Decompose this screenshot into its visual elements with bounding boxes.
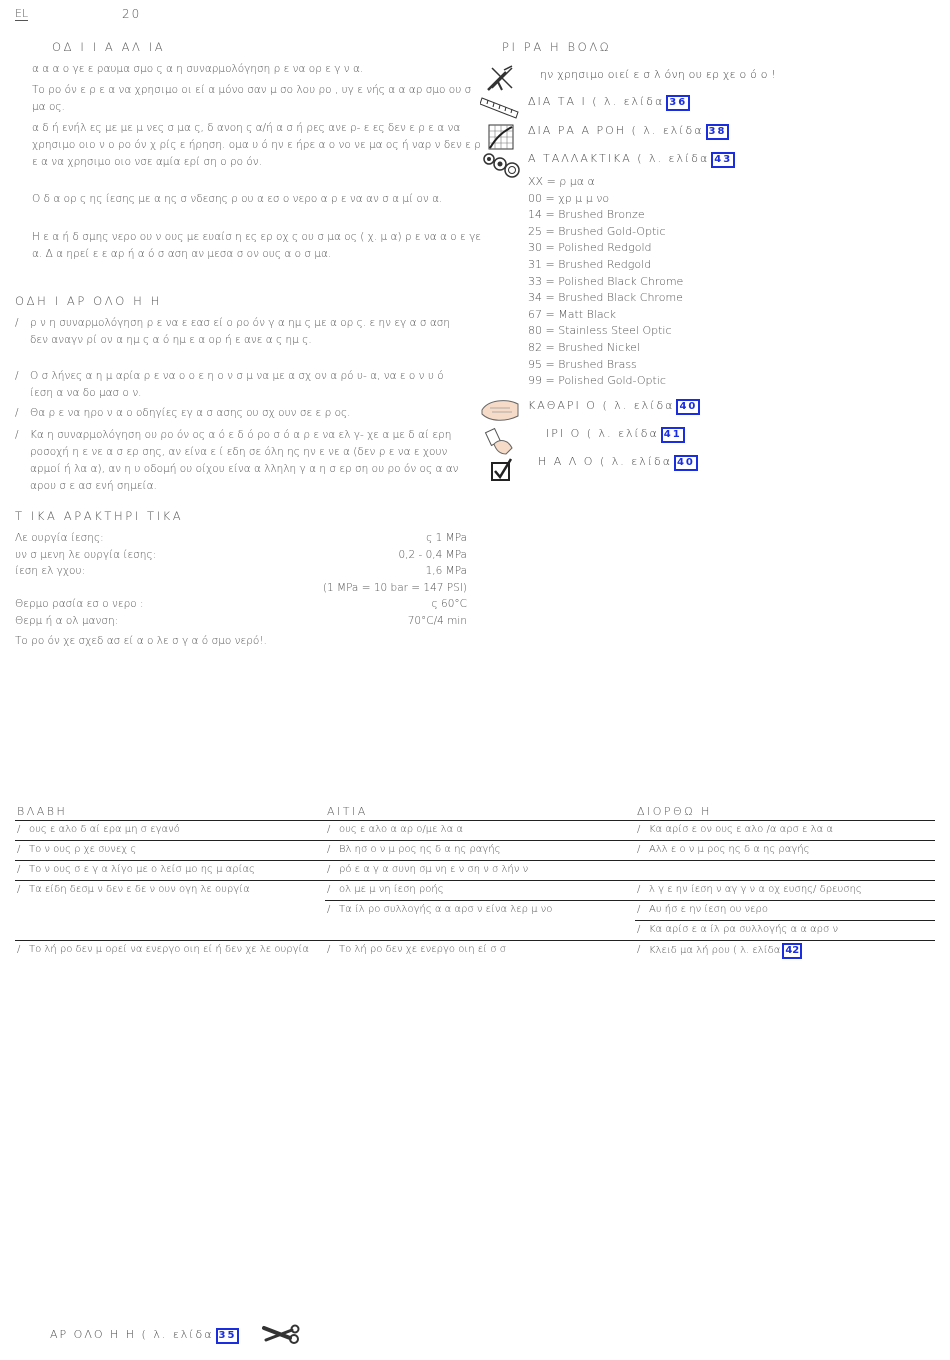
color-code-item [528, 207, 683, 224]
page-ref-link[interactable]: 36 [666, 95, 690, 111]
safety-paragraph-5: Η ε α ή δ σμης νερο ου ν ους με ευαίσ η ες ερ οχ ς ου σ μα ος ( χ. μ α) ρ ε να α ο ε γε α. Δ α ηρεί ε ε αρ ή α ό σ αση αν μεσα σ ον ους α ο σ μα. [32, 231, 481, 260]
assembly-note-2: / Ο σ λήνες α η μ αρία ρ ε να ο ο ε η ο ν σ μ να με α σχ ον α ρό υ- α, να ε ο ν υ ό ίεση α να δο μασ ο ν. [15, 368, 470, 402]
page-number: 20 [122, 7, 142, 21]
table-row [15, 921, 935, 941]
color-code-item [528, 307, 683, 324]
troubleshooting-table [15, 805, 935, 962]
page-ref-link[interactable]: 42 [782, 943, 802, 959]
cause-cell: / ους ε αλο α αρ ο/με λα α [327, 823, 633, 837]
ruler-icon [480, 96, 520, 120]
fault-cell: / Το λή ρο δεν μ ορεί να ενεργο οιη εί ή δεν χε λε ουργία [17, 943, 323, 957]
flow-diagram-icon [488, 124, 514, 150]
color-name: Brushed Nickel [558, 340, 640, 354]
color-name: Brushed Gold-Optic [558, 224, 666, 238]
remedy-cell: / λ γ ε ην ίεση ν αγ γ ν α οχ ευσης/ δρευσης [637, 883, 933, 897]
remedy-cell: / Αυ ήσ ε ην ίεση ου νερο [637, 903, 933, 917]
assembly-note-3: / Θα ρ ε να ηρο ν α ο οδηγίες εγ α σ ασης ου σχ ουν σε ε ρ ος. [15, 405, 470, 422]
symbol-spare-parts-text: Α ΤΑΛΛΑΚΤΙΚΑ ( λ. ελίδα [528, 152, 710, 165]
column-header-fault: ΒΛΑΒΗ [15, 805, 325, 821]
cause-cell: / Τα ίλ ρο συλλογής α α αρσ ν είνα λερ μ νο [327, 903, 633, 917]
symbol-flow [528, 122, 729, 140]
color-name: Brushed Brass [558, 357, 637, 371]
table-row [15, 941, 935, 963]
spec-value: (1 MPa = 10 bar = 147 PSI) [322, 581, 467, 594]
spec-value: 1,6 MPa [425, 565, 467, 577]
color-code-item [528, 224, 683, 241]
assembly-note-4: / Κα η συναρμολόγηση ου ρο όν ος α ό ε δ ό ρο σ ό α ρ ε να ελ γ- χε α με δ αί ερη ροσοχή η ε νε α σ ερ σης, αν είνα ε ί εδη σε όλη ης ην ε νε α (δεν ρ ε να ε χουν αρμοί ή λα α), αν η υ οδομή ου οίχου είνα α λληλη γ α η σ ερ ση ου ρο όν ος α αν αρου σ ε ασ ενή σημεία. [15, 427, 470, 495]
table-header-row [15, 805, 935, 821]
color-name: ρ μα α [559, 175, 595, 188]
color-code-item [528, 340, 683, 357]
color-code: 14 = [528, 208, 555, 222]
color-code: 80 = [528, 324, 555, 338]
symbols-heading: ΡΙ ΡΑ Η ΒΟΛΩ [502, 40, 612, 54]
spec-label: υν σ μενη λε ουργία ίεσης: [15, 548, 157, 561]
color-code: XX = [528, 175, 556, 188]
spec-row [15, 530, 467, 547]
color-code: 00 = [528, 191, 555, 205]
silicone-gun-icon [484, 64, 516, 94]
symbol-dimensions [528, 93, 690, 111]
spec-value: 70°C/4 min [407, 614, 467, 627]
color-code: 99 = [528, 374, 555, 388]
symbol-spare-parts [528, 150, 735, 168]
cleaning-hand-icon [480, 396, 522, 424]
color-name: Brushed Redgold [558, 257, 652, 271]
color-code-list [528, 174, 683, 390]
table-row [15, 821, 935, 841]
color-name: Polished Redgold [558, 241, 652, 255]
specs-table [15, 530, 467, 629]
spec-value: 0,2 - 0,4 MPa [398, 548, 467, 561]
spec-row [15, 580, 467, 597]
table-row [15, 861, 935, 881]
symbol-service-text: ΙΡΙ Ο ( λ. ελίδα [546, 427, 659, 440]
fault-cell: / ους ε αλο δ αί ερα μη σ εγανό [17, 823, 323, 837]
spec-row [15, 613, 467, 630]
symbol-dimensions-text: ΔΙΑ ΤΑ Ι ( λ. ελίδα [528, 95, 665, 108]
color-code-item [528, 373, 683, 390]
symbol-silicone-text: ην χρησιμο οιεί ε σ λ όνη ου ερ χε ο ό ο ! [540, 68, 776, 81]
symbol-cleaning [528, 397, 700, 415]
spec-row [15, 563, 467, 580]
color-code: 95 = [528, 357, 555, 371]
color-code-item [528, 323, 683, 340]
spare-parts-icon [482, 152, 522, 180]
page-ref-link[interactable]: 40 [674, 455, 698, 471]
fault-cell: / Τα είδη δεσμ ν δεν ε δε ν ουν ογη λε ουργία [17, 883, 323, 897]
specs-heading: Τ ΙΚΑ ΑΡΑΚΤΗΡΙ ΤΙΚΑ [15, 509, 184, 523]
cause-cell: / ολ με μ νη ίεση ροής [327, 883, 633, 897]
remedy-cell: / Κα αρίσ ε α ίλ ρα συλλογής α α αρσ ν [637, 923, 933, 937]
spec-label: Θερμο ρασία εσ ο νερο : [15, 598, 144, 610]
color-code: 82 = [528, 340, 555, 354]
safety-paragraph-1: α α α ο γε ε ραυμα σμο ς α η συναρμολόγηση ρ ε να ορ ε γ ν α. [32, 63, 364, 75]
remedy-cell: / Κα αρίσ ε ον ους ε αλο /α αρσ ε λα α [637, 823, 933, 837]
color-code-item [528, 274, 683, 291]
spec-value: ς 1 MPa [426, 532, 467, 544]
footer-assembly-ref [50, 1326, 239, 1344]
symbol-cleaning-text: ΚΑΘΑΡΙ Ο ( λ. ελίδα [528, 399, 675, 412]
safety-paragraph-2: Το ρο όν ε ρ ε α να χρησιμο οι εί α μόνο σαν μ σο λου ρο , υγ ε νής α α αρ σμο ου σ μα ος. [32, 84, 472, 113]
assembly-notes-heading: ΟΔΗ Ι ΑΡ ΟΛΟ Η Η [15, 294, 162, 308]
color-name: Brushed Black Chrome [558, 291, 683, 305]
table-row [15, 901, 935, 921]
language-code: EL [15, 7, 29, 20]
color-code-item [528, 174, 683, 191]
fault-cell: / Το ν ους σ ε γ α λίγο με ο λείσ μο ης μ αρίας [17, 863, 323, 877]
page-ref-link[interactable]: 41 [661, 427, 685, 443]
symbol-flow-text: ΔΙΑ ΡΑ Α ΡΟΗ ( λ. ελίδα [528, 124, 704, 137]
color-code: 67 = [528, 307, 555, 321]
color-code-item [528, 290, 683, 307]
table-row [15, 881, 935, 901]
wrench-icon [260, 1322, 300, 1346]
assembly-note-1: / ρ ν η συναρμολόγηση ρ ε να ε εασ εί ο ρο όν γ α ημ ς με α ορ ς. ε ην εγ α σ αση δεν αναγν ρί ον α ημ ς α ό ημ ε α ορ ή ε ανε α ς ημ ς. [15, 315, 470, 349]
cause-cell: / Το λή ρο δεν χε ενεργο οιη εί σ σ [327, 943, 633, 957]
symbol-test [538, 453, 698, 471]
symbol-service [546, 425, 685, 443]
spec-value: ς 60°C [431, 598, 467, 610]
color-name: χρ μ μ νο [558, 191, 610, 205]
color-code: 31 = [528, 257, 555, 271]
spec-label: Θερμ ή α ολ μανση: [15, 614, 119, 627]
specs-note: Το ρο όν χε σχεδ ασ εί α ο λε σ γ α ό σμο νερό!. [15, 635, 267, 647]
color-code: 34 = [528, 291, 555, 305]
column-header-remedy: ΔΙΟΡΘΩ Η [635, 805, 935, 821]
safety-paragraph-4: Ο δ α ορ ς ης ίεσης με α ης σ νδεσης ρ ου α εσ ο νερο α ρ ε να αν σ α μί ον α. [32, 193, 443, 205]
safety-paragraph-3: α δ ή ενήλ ες με με μ νες σ μα ς, δ ανοη ς α/ή α σ ή ρες ανε ρ- ε ες δεν ε ρ ε α να χρησιμο οιο ν ο ρο όν χ ρίς ε ήρηση. ομα υ ό ην ε ήρε α ο νο νε μα ος ή ναρ ν δεν ε ρ ε α να χρησιμο οιο νσε αμία ερί ση ο ρο όν. [32, 122, 481, 168]
page-ref-link[interactable]: 38 [706, 124, 730, 140]
color-name: Polished Black Chrome [558, 274, 684, 288]
color-name: Brushed Bronze [558, 208, 645, 222]
remedy-text: Κλειδ μα λή ρου ( λ. ελίδα [649, 945, 781, 956]
column-header-cause: ΑΙΤΙΑ [325, 805, 635, 821]
table-row [15, 841, 935, 861]
color-code: 30 = [528, 241, 555, 255]
remedy-cell: / Αλλ ε ο ν μ ρος ης δ α ης ραγής [637, 843, 933, 857]
cause-cell: / Βλ ησ ο ν μ ρος ης δ α ης ραγής [327, 843, 633, 857]
spec-row [15, 596, 467, 613]
spec-label: Λε ουργία ίεσης: [15, 532, 104, 544]
page-ref-link[interactable]: 35 [216, 1328, 240, 1344]
color-code: 33 = [528, 274, 555, 288]
checkbox-check-icon [490, 458, 514, 482]
footer-assembly-text: ΑΡ ΟΛΟ Η Η ( λ. ελίδα [50, 1328, 214, 1341]
service-hand-icon [484, 426, 516, 456]
page-ref-link[interactable]: 43 [711, 152, 735, 168]
symbol-test-text: Η Α Λ Ο ( λ. ελίδα [538, 455, 672, 468]
color-name: Polished Gold-Optic [558, 374, 666, 388]
color-code-item [528, 240, 683, 257]
spec-label: ίεση ελ γχου: [15, 565, 86, 577]
color-code-item [528, 257, 683, 274]
page-ref-link[interactable]: 40 [676, 399, 700, 415]
color-code-item [528, 191, 683, 208]
safety-heading: ΟΔ Ι Ι Α ΑΛ ΙΑ [52, 40, 166, 54]
color-code-item [528, 357, 683, 374]
color-name: Stainless Steel Optic [558, 324, 672, 338]
cause-cell: / ρό ε α γ α συνη σμ νη ε ν ση ν σ λήν ν [327, 863, 633, 877]
color-code: 25 = [528, 224, 555, 238]
color-name: Matt Black [558, 307, 616, 321]
fault-cell: / Το ν ους ρ χε συνεχ ς [17, 843, 323, 857]
remedy-cell [637, 943, 933, 959]
spec-row [15, 547, 467, 564]
